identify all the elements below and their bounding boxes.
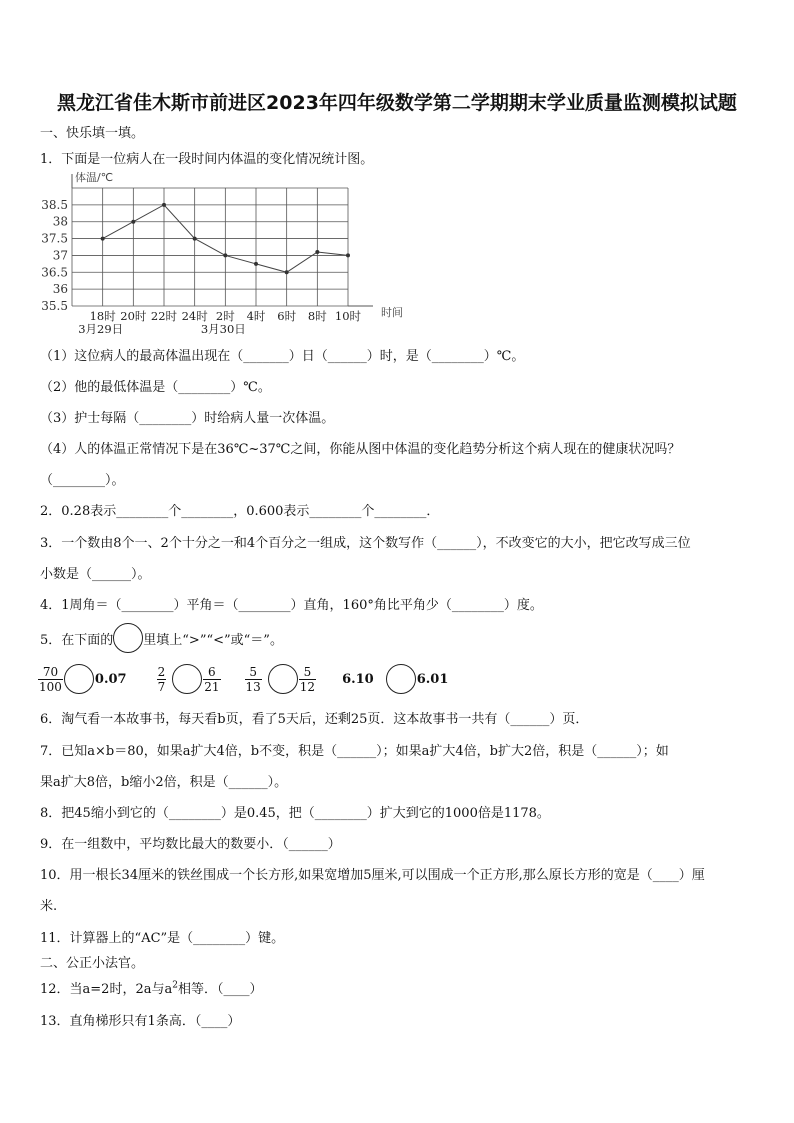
- date-label: 3月30日: [200, 322, 246, 336]
- value: 6.01: [416, 671, 449, 687]
- question-10-line-2: 米.: [40, 899, 58, 914]
- question-1-1: （1）这位病人的最高体温出现在（_______）日（______）时，是（________）℃。: [40, 349, 525, 364]
- question-7-line-2: 果a扩大8倍，b缩小2倍，积是（______）。: [40, 775, 288, 790]
- x-tick-label: 20时: [120, 309, 147, 323]
- data-point: [285, 270, 289, 274]
- question-6: 6．淘气看一本故事书，每天看b页，看了5天后，还剩25页．这本故事书一共有（______）页．: [40, 712, 589, 727]
- x-tick-label: 24时: [181, 309, 208, 323]
- y-tick-label: 36.5: [41, 265, 68, 280]
- exponent: 2: [172, 980, 178, 991]
- section-2-heading: 二、公正小法官。: [40, 956, 145, 971]
- question-9: 9．在一组数中，平均数比最大的数要小．（______）: [40, 837, 341, 852]
- blank-circle: [113, 623, 143, 653]
- data-point: [254, 262, 258, 266]
- question-1-4: （4）人的体温正常情况下是在36℃~37℃之间，你能从图中体温的变化趋势分析这个病人现在的健康状况吗？: [40, 442, 681, 457]
- x-axis-label: 时间: [381, 306, 403, 319]
- question-12-text: 12．当a=2时，2a与a: [40, 982, 173, 997]
- fraction: $\frac{70}{100}$: [39, 664, 62, 694]
- question-1-2: （2）他的最低体温是（________）℃。: [40, 380, 271, 395]
- date-label: 3月29日: [78, 322, 124, 336]
- question-12-tail: 相等．（____）: [177, 982, 263, 997]
- question-11: 11．计算器上的“AC”是（________）键。: [40, 931, 285, 946]
- answer-circle[interactable]: [268, 664, 298, 694]
- y-axis-label: 体温/℃: [75, 171, 114, 184]
- question-5-prefix: 5．在下面的: [40, 632, 114, 648]
- data-point: [315, 250, 319, 254]
- comparison-b: [157, 664, 221, 694]
- question-7-line-1: 7．已知a×b＝80，如果a扩大4倍，b不变，积是（______）；如果a扩大4倍，b扩大2倍，积是（______）；如: [40, 744, 669, 759]
- question-5-suffix: 里填上“>”“<”或“＝”。: [143, 632, 283, 648]
- fraction: $\frac{5}{12}$: [299, 664, 316, 694]
- y-tick-label: 38.5: [41, 197, 68, 212]
- answer-circle[interactable]: [172, 664, 202, 694]
- value: 6.10: [342, 671, 374, 687]
- question-1: 1．下面是一位病人在一段时间内体温的变化情况统计图。: [40, 152, 374, 167]
- fraction: $\frac{6}{21}$: [204, 664, 220, 694]
- x-tick-label: 10时: [334, 309, 362, 323]
- comparison-a: [38, 664, 127, 694]
- question-1-4-answer: （________）。: [40, 473, 125, 488]
- page-title: 黑龙江省佳木斯市前进区2023年四年级数学第二学期期末学业质量监测模拟试题: [57, 92, 737, 114]
- answer-circle[interactable]: [64, 664, 94, 694]
- data-point: [131, 220, 135, 224]
- data-point: [193, 237, 197, 241]
- section-1-heading: 一、快乐填一填。: [40, 126, 145, 141]
- comparison-row: [38, 662, 460, 696]
- comparison-d: [342, 664, 448, 694]
- x-tick-label: 2时: [215, 309, 235, 323]
- question-8: 8．把45缩小到它的（________）是0.45，把（________）扩大到它的1000倍是1178。: [40, 806, 550, 821]
- x-tick-label: 6时: [277, 309, 297, 323]
- y-tick-label: 37.5: [41, 231, 68, 246]
- y-tick-label: 35.5: [41, 299, 68, 313]
- y-tick-label: 38: [52, 214, 68, 229]
- question-3-line-2: 小数是（______）。: [40, 567, 151, 582]
- y-tick-label: 36: [52, 282, 68, 297]
- question-12: [40, 978, 262, 997]
- question-13: 13．直角梯形只有1条高．（____）: [40, 1014, 241, 1029]
- data-point: [346, 253, 350, 257]
- question-4: 4．1周角＝（________）平角＝（________）直角，160°角比平角少（________）度。: [40, 598, 543, 613]
- question-3-line-1: 3．一个数由8个一、2个十分之一和4个百分之一组成，这个数写作（______），不改变它的大小，把它改写成三位: [40, 536, 691, 551]
- question-2: 2．0.28表示________个________，0.600表示________个________．: [40, 504, 440, 519]
- y-tick-label: 37: [52, 248, 68, 263]
- value: 0.07: [94, 671, 127, 687]
- fraction: $\frac{5}{13}$: [245, 664, 261, 694]
- data-point: [162, 203, 166, 207]
- data-point: [223, 253, 227, 257]
- question-5: [40, 623, 283, 653]
- x-tick-label: 4时: [246, 309, 266, 323]
- data-point: [101, 237, 105, 241]
- fraction: $\frac{2}{7}$: [157, 664, 166, 694]
- temperature-line-chart: [35, 168, 415, 336]
- question-1-3: （3）护士每隔（________）时给病人量一次体温。: [40, 411, 335, 426]
- x-tick-label: 18时: [89, 309, 116, 323]
- comparison-c: [245, 664, 317, 694]
- question-10-line-1: 10．用一根长34厘米的铁丝围成一个长方形,如果宽增加5厘米,可以围成一个正方形,那么原长方形的宽是（____）厘: [40, 868, 705, 883]
- x-tick-label: 22时: [150, 309, 178, 323]
- x-tick-label: 8时: [307, 309, 327, 323]
- answer-circle[interactable]: [386, 664, 416, 694]
